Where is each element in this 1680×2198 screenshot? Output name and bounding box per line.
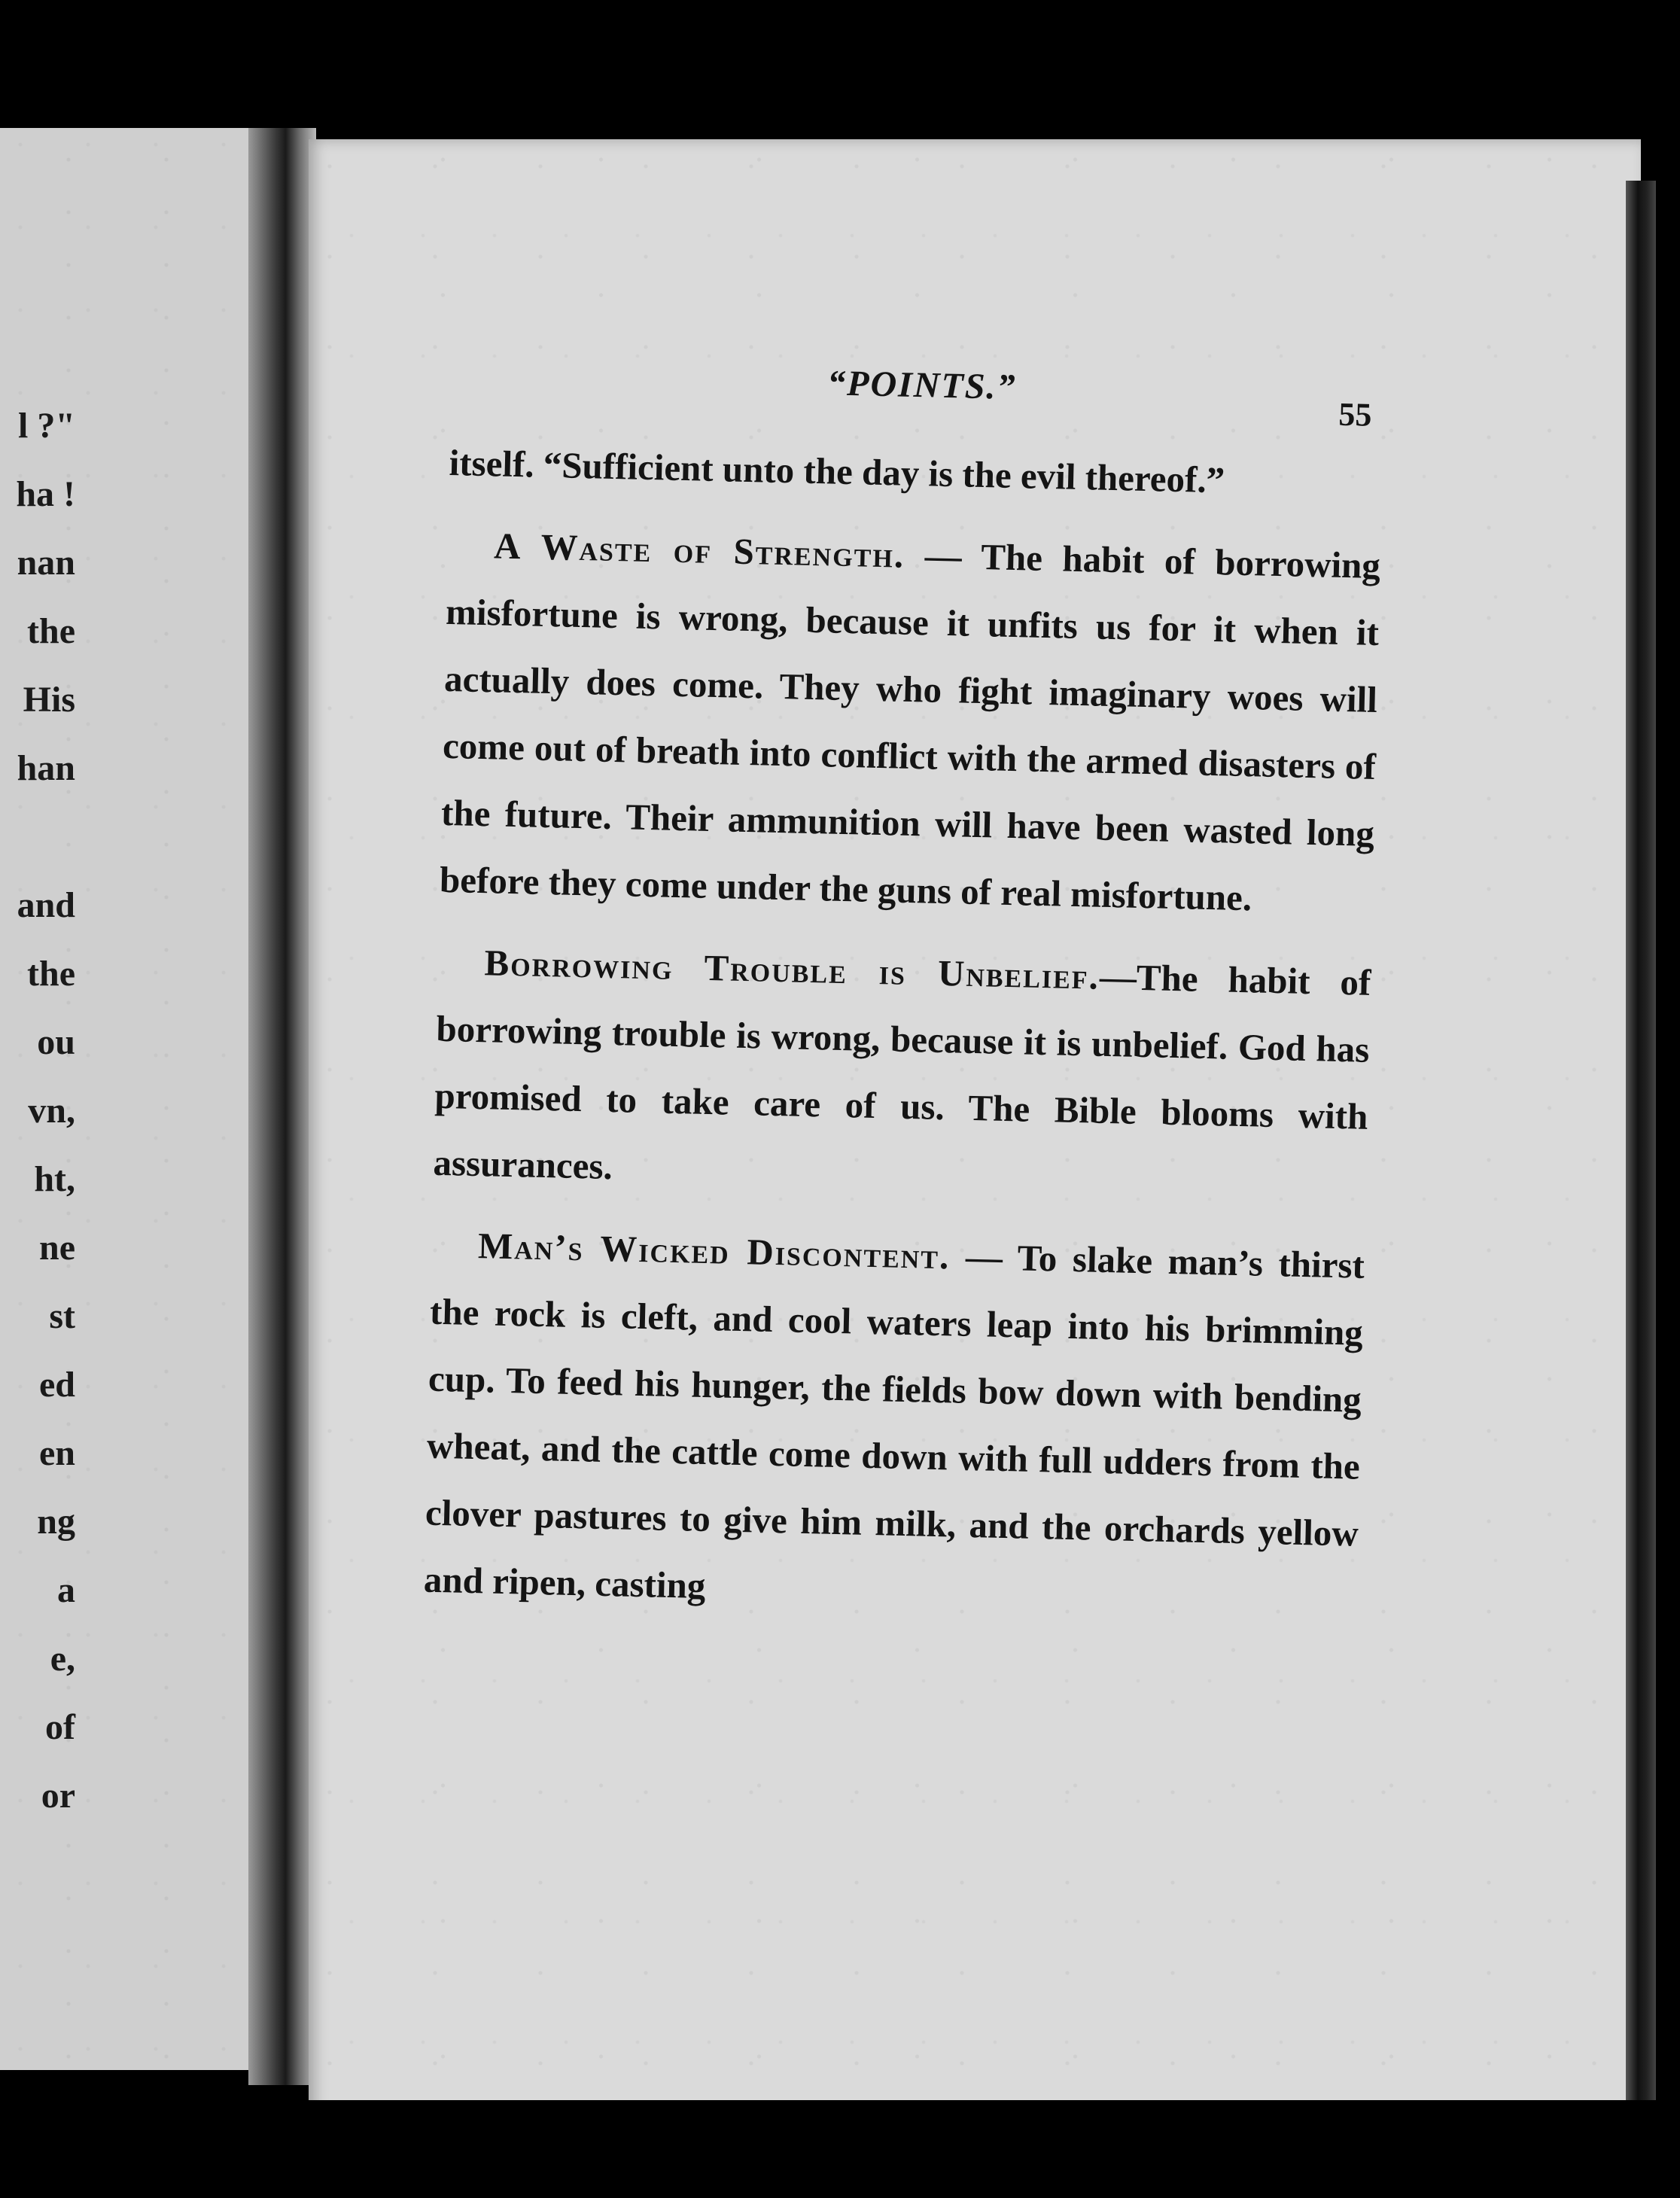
page-edge-shadow (1626, 181, 1656, 2123)
previous-page-line: st (49, 1296, 75, 1336)
paragraph-text: —The habit of borrowing trouble is wrong, because it is unbelief. God has promised to take care of us. The Bible blooms with assurances. (432, 955, 1372, 1188)
paragraph-heading: Man’s Wicked Discontent. (477, 1225, 951, 1277)
previous-page-line: and (17, 885, 75, 925)
scan-border (0, 2100, 1680, 2198)
previous-page-line: ht, (34, 1159, 75, 1199)
previous-page-line: His (23, 680, 75, 720)
paragraph (423, 1211, 1365, 1634)
previous-page-text (0, 391, 75, 1830)
previous-page-line: ng (37, 1502, 75, 1542)
previous-page-line: ou (37, 1022, 75, 1062)
running-head: “POINTS.” (826, 363, 1018, 408)
previous-page-line: vn, (28, 1091, 75, 1131)
previous-page-line: l ?" (18, 406, 75, 446)
previous-page-line: en (39, 1433, 75, 1473)
previous-page-line: han (17, 748, 75, 788)
page-number: 55 (1338, 395, 1373, 434)
previous-page-line: the (27, 954, 75, 994)
paragraph (433, 928, 1372, 1217)
previous-page-line (0, 802, 75, 871)
previous-page-line: nan (17, 543, 75, 583)
previous-page-line: ne (39, 1228, 75, 1268)
previous-page-line: the (27, 611, 75, 651)
previous-page-line: or (41, 1776, 75, 1816)
book-gutter (248, 128, 316, 2085)
paragraph-heading: Borrowing Trouble is Unbelief. (484, 942, 1100, 997)
previous-page-line: e, (50, 1639, 75, 1679)
previous-page-line: ha ! (16, 474, 75, 514)
paragraph (439, 511, 1381, 934)
previous-page-line: of (45, 1707, 75, 1747)
paragraph-text: itself. “Sufficient unto the day is the evil thereof.” (449, 441, 1225, 501)
paragraph-heading: A Waste of Strength. (493, 525, 905, 576)
paragraph-text: — The habit of borrowing misfortune is wrong, because it unfits us for it when it actually does come. They who fight imaginary woes will come out of breath into conflict with the armed disasters of the future. Their ammunition will have been wasted long before they come under the guns of real misfortune. (439, 534, 1381, 919)
previous-page-line: ed (39, 1365, 75, 1405)
paragraph-text: — To slake man’s thirst the rock is cleft, and cool waters leap into his brimming cup. To feed his hunger, the fields bow down with bending wheat, and the cattle come down with full udders from the clover pastures to give him milk, and the orchards yellow and ripen, casting (423, 1235, 1365, 1607)
body-text (423, 429, 1383, 1649)
previous-page-line: a (57, 1570, 75, 1610)
